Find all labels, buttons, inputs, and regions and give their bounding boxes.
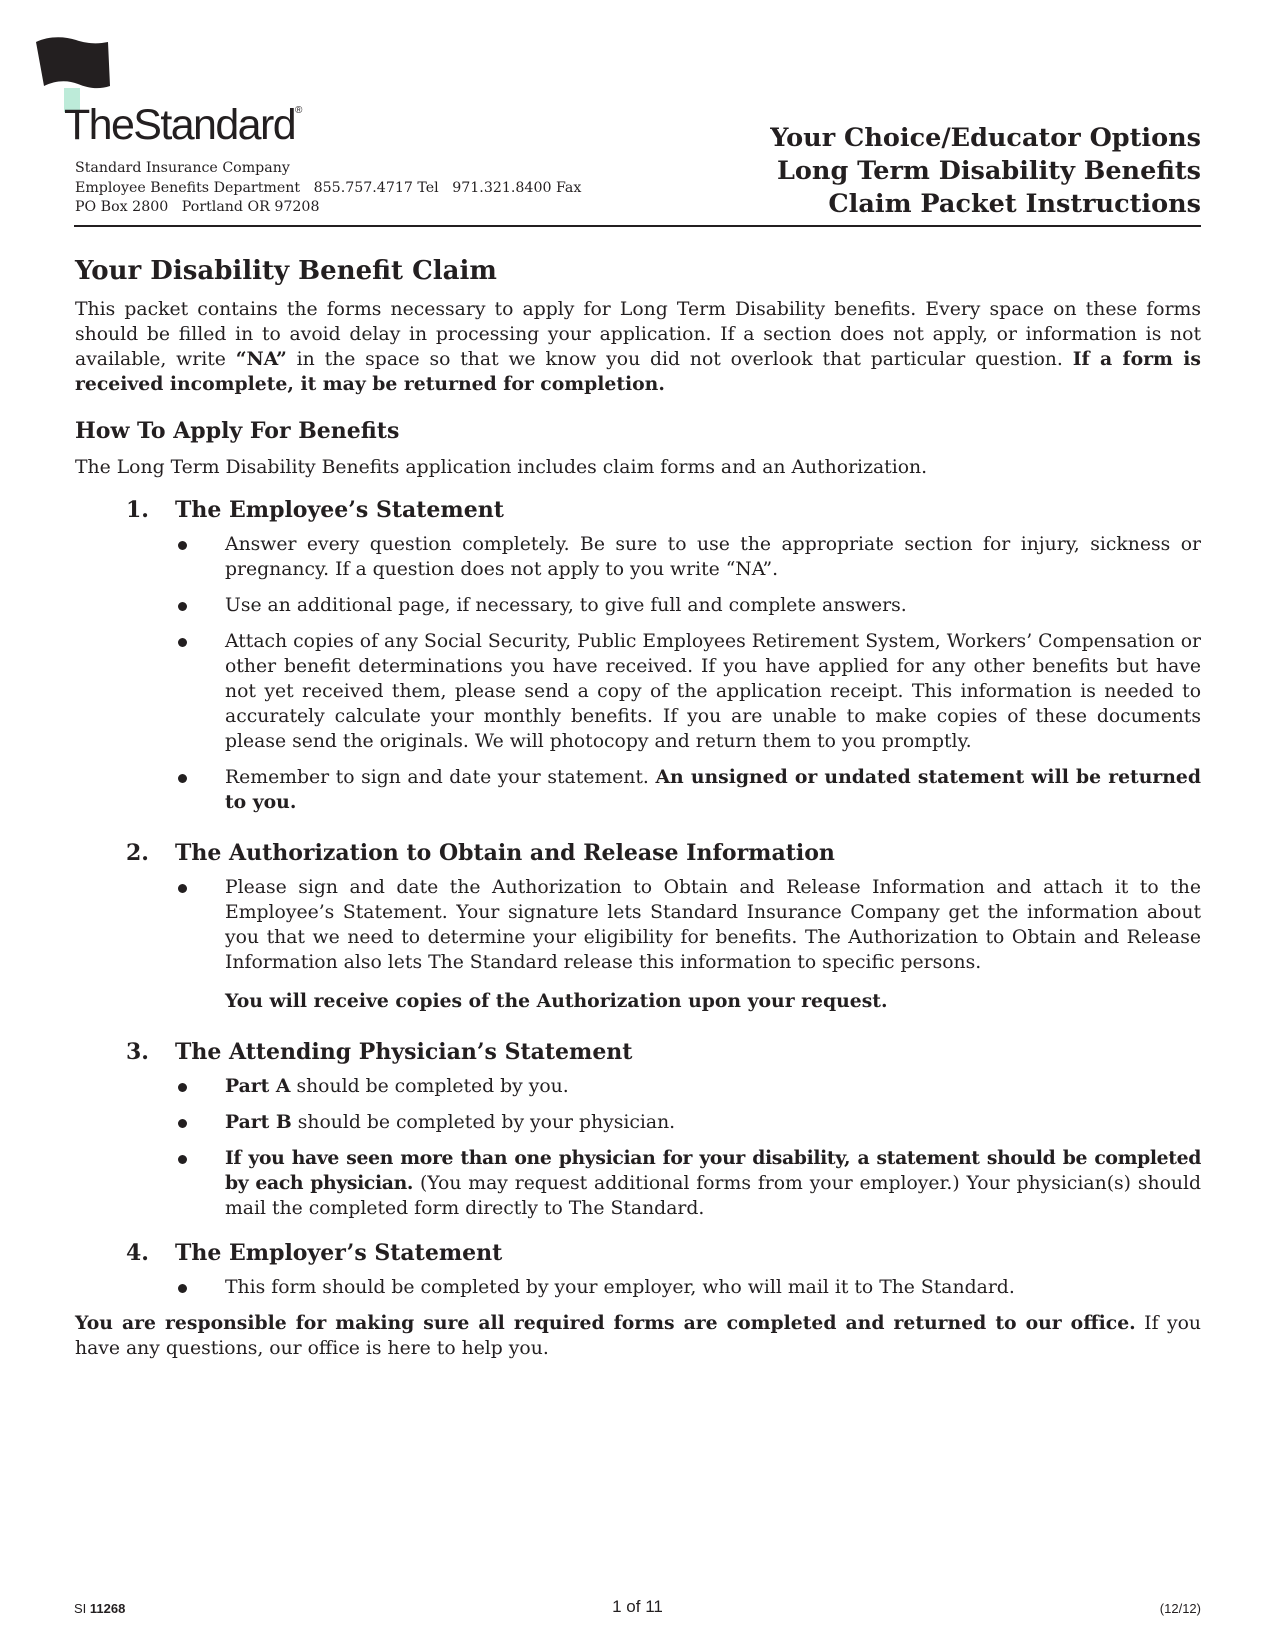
page-number: 1 of 11 <box>612 1597 663 1616</box>
list-item <box>225 1146 1201 1221</box>
bullet-icon <box>178 541 187 550</box>
title-line-1: Your Choice/Educator Options <box>770 123 1201 153</box>
list-item-bold: An unsigned or undated statement will be returned to you. <box>225 766 1201 813</box>
section-employer-statement <box>75 1239 1201 1300</box>
bullet-icon <box>178 1083 187 1092</box>
bullet-list <box>75 875 1201 975</box>
company-address: PO Box 2800 Portland OR 97208 <box>75 199 320 215</box>
list-item-text: Attach copies of any Social Security, Public Employees Retirement System, Workers’ Compensation or other benefit determinations you have received. If you have applied for any other benefits but have not yet received them, please send a copy of the application receipt. This information is needed to accurately calculate your monthly benefits. If you are unable to make copies of these documents please send the originals. We will photocopy and return them to you promptly. <box>225 631 1201 752</box>
section-title: The Authorization to Obtain and Release Information <box>175 840 835 866</box>
company-department: Employee Benefits Department 855.757.4717 Tel 971.321.8400 Fax <box>75 179 582 196</box>
form-prefix: SI <box>74 1601 90 1616</box>
logo-the: The <box>64 101 134 149</box>
title-line-3: Claim Packet Instructions <box>828 189 1201 219</box>
revision-date: (12/12) <box>1159 1601 1201 1616</box>
document-title <box>770 122 1201 221</box>
list-item <box>225 1074 1201 1099</box>
section-employee-statement <box>75 496 1201 815</box>
header-divider <box>74 225 1201 227</box>
main-content <box>75 255 1201 1361</box>
list-item <box>225 1275 1201 1300</box>
logo-standard: Standard <box>133 101 296 149</box>
page-heading: Your Disability Benefit Claim <box>75 256 497 286</box>
section-physician-statement <box>75 1038 1201 1221</box>
intro-text-2: in the space so that we know you did not overlook that particular question. <box>286 349 1073 370</box>
part-a-label: Part A <box>225 1075 291 1097</box>
section-number: 1. <box>126 497 149 523</box>
section-title: The Attending Physician’s Statement <box>175 1039 633 1065</box>
section-title: The Employer’s Statement <box>175 1240 503 1266</box>
form-number-value: 11268 <box>89 1601 126 1616</box>
section-heading <box>75 496 1201 524</box>
bullet-list <box>75 532 1201 815</box>
section-title: The Employee’s Statement <box>175 497 504 523</box>
registered-mark: ® <box>295 105 303 116</box>
list-item <box>225 629 1201 754</box>
list-item <box>225 593 1201 618</box>
intro-na: “NA” <box>235 348 287 370</box>
authorization-note: You will receive copies of the Authorization upon your request. <box>225 990 888 1012</box>
bullet-icon <box>178 1119 187 1128</box>
list-item-text: (You may request additional forms from your employer.) Your physician(s) should mail the completed form directly to The Standard. <box>225 1173 1202 1219</box>
bullet-icon <box>178 884 187 893</box>
how-to-text: The Long Term Disability Benefits application includes claim forms and an Authorization. <box>75 457 928 478</box>
list-item-text: Answer every question completely. Be sure to use the appropriate section for injury, sickness or pregnancy. If a question does not apply to you write “NA”. <box>225 534 1201 580</box>
part-b-label: Part B <box>225 1111 292 1133</box>
section-number: 4. <box>126 1240 149 1266</box>
list-item-text: should be completed by your physician. <box>291 1112 676 1133</box>
section-heading <box>75 1038 1201 1066</box>
bullet-list <box>75 1275 1201 1300</box>
bullet-icon <box>178 602 187 611</box>
how-to-heading: How To Apply For Benefits <box>75 418 400 444</box>
bullet-icon <box>178 774 187 783</box>
company-info <box>75 159 581 218</box>
intro-bold: If a form is received incomplete, it may be returned for completion. <box>75 348 1201 395</box>
list-item-bold: If you have seen more than one physician for your disability, a statement should be completed by each physician. <box>225 1147 1201 1194</box>
section-heading <box>75 1239 1201 1267</box>
title-line-2: Long Term Disability Benefits <box>776 156 1201 186</box>
list-item-text: Use an additional page, if necessary, to give full and complete answers. <box>225 595 907 616</box>
list-item <box>225 875 1201 975</box>
bullet-icon <box>178 1284 187 1293</box>
the-standard-logo <box>34 36 334 149</box>
bullet-icon <box>178 1155 187 1164</box>
bullet-list <box>75 1074 1201 1221</box>
closing-bold: You are responsible for making sure all required forms are completed and returned to our office. <box>75 1312 1136 1334</box>
section-number: 2. <box>126 840 149 866</box>
bullet-icon <box>178 638 187 647</box>
section-authorization <box>75 839 1201 1014</box>
section-heading <box>75 839 1201 867</box>
closing-text: If you have any questions, our office is here to help you. <box>75 1313 1202 1359</box>
list-item-text: should be completed by you. <box>290 1076 569 1097</box>
list-item <box>225 1110 1201 1135</box>
list-item <box>225 765 1201 815</box>
intro-text: This packet contains the forms necessary to apply for Long Term Disability benefits. Every space on these forms should be filled in to avoid delay in processing your application. If a section does not apply, or information is not available, write <box>75 299 1201 370</box>
company-name: Standard Insurance Company <box>75 160 290 176</box>
list-item-text: This form should be completed by your employer, who will mail it to The Standard. <box>225 1277 1015 1298</box>
flag-shape <box>36 37 110 88</box>
list-item-text: Remember to sign and date your statement. <box>225 767 656 788</box>
closing-paragraph <box>75 1311 1201 1361</box>
intro-paragraph <box>75 297 1201 397</box>
list-item-text: Please sign and date the Authorization to Obtain and Release Information and attach it to the Employee’s Statement. Your signature lets Standard Insurance Company get the information about you that we need to determine your eligibility for benefits. The Authorization to Obtain and Release Information also lets The Standard release this information to specific persons. <box>225 877 1201 973</box>
list-item <box>225 532 1201 582</box>
logo-wordmark <box>64 101 303 149</box>
section-number: 3. <box>126 1039 149 1065</box>
